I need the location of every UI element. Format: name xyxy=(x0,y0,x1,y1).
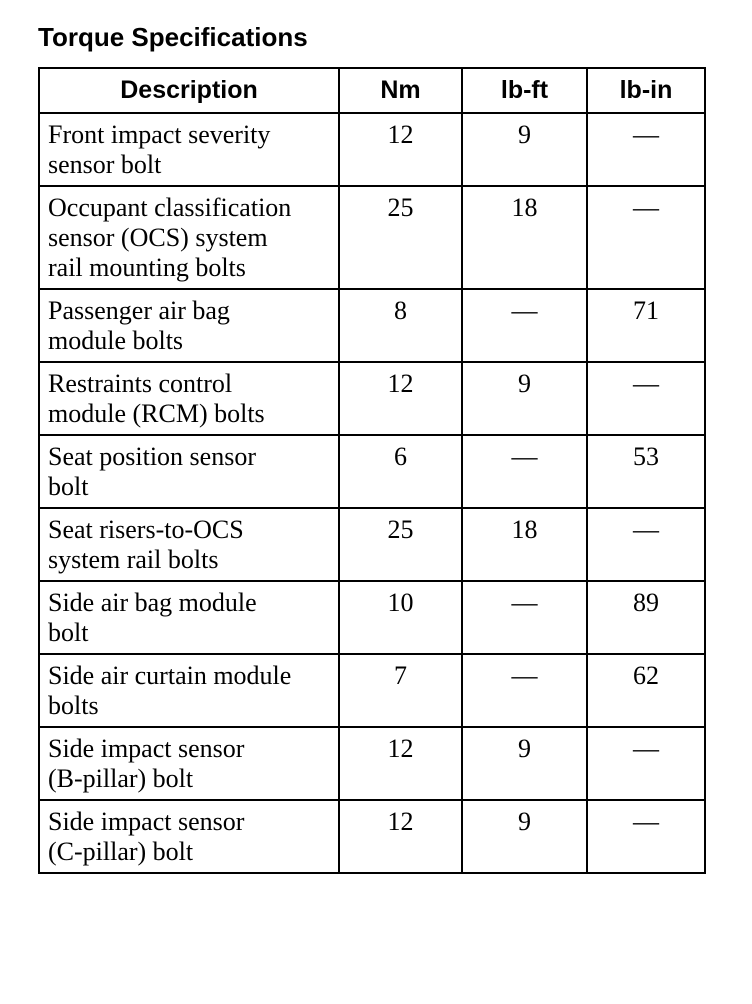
cell-description xyxy=(39,186,339,289)
description-line: Passenger air bag xyxy=(48,296,230,325)
description-line: Side air bag module xyxy=(48,588,257,617)
cell-lbin: 53 xyxy=(587,435,705,508)
description-line: sensor (OCS) system xyxy=(48,223,268,252)
table-row xyxy=(39,362,705,435)
description-line: system rail bolts xyxy=(48,545,219,574)
cell-description xyxy=(39,113,339,186)
description-line: (C-pillar) bolt xyxy=(48,837,194,866)
table-row xyxy=(39,800,705,873)
cell-description xyxy=(39,581,339,654)
header-nm: Nm xyxy=(339,68,462,113)
cell-description xyxy=(39,362,339,435)
description-line: Side impact sensor xyxy=(48,807,245,836)
cell-lbin: — xyxy=(587,800,705,873)
torque-specifications-table xyxy=(38,67,706,874)
description-line: module (RCM) bolts xyxy=(48,399,265,428)
cell-nm: 25 xyxy=(339,186,462,289)
cell-nm: 12 xyxy=(339,727,462,800)
description-line: bolts xyxy=(48,691,99,720)
cell-lbft: 18 xyxy=(462,186,587,289)
cell-lbft: 9 xyxy=(462,362,587,435)
table-row xyxy=(39,727,705,800)
description-line: Restraints control xyxy=(48,369,233,398)
description-line: Seat position sensor xyxy=(48,442,256,471)
cell-lbin: — xyxy=(587,508,705,581)
cell-nm: 12 xyxy=(339,113,462,186)
table-row xyxy=(39,581,705,654)
description-line: Side impact sensor xyxy=(48,734,245,763)
header-lbft: lb-ft xyxy=(462,68,587,113)
description-line: Occupant classification xyxy=(48,193,292,222)
page-title: Torque Specifications xyxy=(38,22,308,52)
cell-lbin: 71 xyxy=(587,289,705,362)
cell-lbft: 18 xyxy=(462,508,587,581)
cell-lbft: — xyxy=(462,581,587,654)
cell-lbft: 9 xyxy=(462,800,587,873)
table-row xyxy=(39,289,705,362)
cell-description xyxy=(39,435,339,508)
cell-nm: 6 xyxy=(339,435,462,508)
description-line: bolt xyxy=(48,472,89,501)
cell-description xyxy=(39,727,339,800)
cell-nm: 8 xyxy=(339,289,462,362)
cell-lbin: 62 xyxy=(587,654,705,727)
table-row xyxy=(39,113,705,186)
cell-lbft: — xyxy=(462,654,587,727)
table-row xyxy=(39,186,705,289)
description-line: module bolts xyxy=(48,326,184,355)
table-body xyxy=(39,113,705,873)
description-line: sensor bolt xyxy=(48,150,162,179)
cell-nm: 12 xyxy=(339,800,462,873)
description-line: (B-pillar) bolt xyxy=(48,764,194,793)
cell-lbin: — xyxy=(587,186,705,289)
table-row xyxy=(39,654,705,727)
cell-description xyxy=(39,800,339,873)
cell-lbin: 89 xyxy=(587,581,705,654)
description-line: Front impact severity xyxy=(48,120,271,149)
cell-nm: 7 xyxy=(339,654,462,727)
cell-lbft: — xyxy=(462,435,587,508)
cell-lbft: 9 xyxy=(462,727,587,800)
table-header-row xyxy=(39,68,705,113)
header-lbin: lb-in xyxy=(587,68,705,113)
cell-nm: 10 xyxy=(339,581,462,654)
description-line: bolt xyxy=(48,618,89,647)
description-line: Side air curtain module xyxy=(48,661,292,690)
cell-description xyxy=(39,508,339,581)
cell-lbft: — xyxy=(462,289,587,362)
cell-nm: 12 xyxy=(339,362,462,435)
cell-description xyxy=(39,289,339,362)
cell-description xyxy=(39,654,339,727)
cell-lbin: — xyxy=(587,362,705,435)
table-row xyxy=(39,508,705,581)
cell-lbft: 9 xyxy=(462,113,587,186)
cell-nm: 25 xyxy=(339,508,462,581)
description-line: rail mounting bolts xyxy=(48,253,246,282)
table-row xyxy=(39,435,705,508)
header-description: Description xyxy=(39,68,339,113)
cell-lbin: — xyxy=(587,727,705,800)
description-line: Seat risers-to-OCS xyxy=(48,515,244,544)
cell-lbin: — xyxy=(587,113,705,186)
